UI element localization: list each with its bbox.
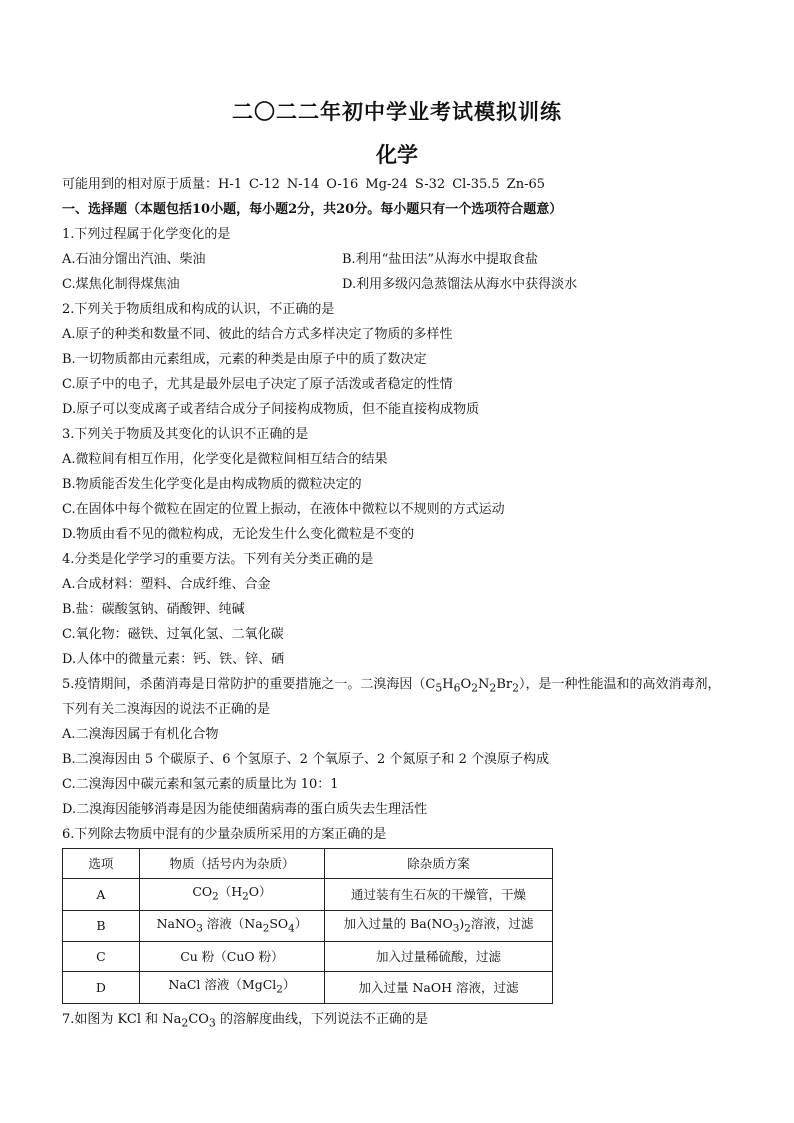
mass-c: C-12	[249, 177, 280, 192]
q1-option-d: D.利用多级闪急蒸馏法从海水中获得淡水	[342, 277, 578, 292]
q5-stem	[62, 672, 752, 697]
table-row	[63, 910, 553, 942]
q7-stem: 7.如图为 KCl 和 $Na_2CO_3$ 的溶解度曲线，下列说法不正确的是	[62, 1011, 428, 1030]
q3-stem: 3.下列关于物质及其变化的认识不正确的是	[62, 427, 309, 442]
q3-option-c: C.在固体中每个微粒在固定的位置上振动，在液体中微粒以不规则的方式运动	[62, 502, 505, 517]
atomic-masses	[62, 172, 752, 197]
table-row	[63, 879, 553, 911]
row-b-method: 加入过量的 $Ba(NO_3)_2$溶液，过滤	[325, 910, 553, 942]
q1-options-row1	[62, 247, 752, 272]
q2-stem: 2.下列关于物质组成和构成的认识，不正确的是	[62, 302, 335, 317]
q3-option-d: D.物质由看不见的微粒构成，无论发生什么变化微粒是不变的	[62, 527, 415, 542]
row-d-method: 加入过量 NaOH 溶液，过滤	[325, 972, 553, 1004]
exam-title: 二〇二二年初中学业考试模拟训练	[232, 99, 562, 124]
header-method: 除杂质方案	[325, 849, 553, 879]
row-c-method: 加入过量稀硫酸，过滤	[325, 942, 553, 972]
q6-table	[62, 848, 553, 1004]
atomic-masses-label: 可能用到的相对原于质量：	[62, 177, 219, 192]
q5-option-c: C.二溴海因中碳元素和氢元素的质量比为 10：1	[62, 777, 339, 792]
q4-option-a: A.合成材料：塑料、合成纤维、合金	[62, 577, 271, 592]
q1-option-b: B.利用“盐田法”从海水中提取食盐	[342, 252, 538, 267]
mass-s: S-32	[414, 177, 446, 192]
row-a-substance: $CO_2(H_2O)$	[139, 879, 324, 911]
q3-option-a: A.微粒间有相互作用，化学变化是微粒间相互结合的结果	[62, 452, 388, 467]
mass-h: H-1	[218, 177, 243, 192]
q1-options-row2	[62, 272, 752, 297]
q2-option-c: C.原子中的电子，尤其是最外层电子决定了原子活泼或者稳定的性情	[62, 377, 453, 392]
q4-stem: 4.分类是化学学习的重要方法。下列有关分类正确的是	[62, 552, 374, 567]
mass-zn: Zn-65	[506, 177, 546, 192]
row-d-option: D	[63, 972, 140, 1004]
row-d-substance: NaCl 溶液（MgCl$_2$）	[139, 972, 324, 1004]
row-b-option: B	[63, 910, 140, 942]
q2-option-d: D.原子可以变成离子或者结合成分子间接构成物质，但不能直接构成物质	[62, 402, 480, 417]
q5-stem-pre: 5.疫情期间，杀菌消毒是日常防护的重要措施之一。二溴海因（	[62, 677, 426, 692]
row-b-substance: NaNO$_3$ 溶液$(Na_2SO_4)$	[139, 910, 324, 942]
q6-stem: 6.下列除去物质中混有的少量杂质所采用的方案正确的是	[62, 827, 387, 842]
row-c-substance: Cu 粉（CuO 粉）	[139, 942, 324, 972]
row-c-option: C	[63, 942, 140, 972]
mass-mg: Mg-24	[365, 177, 408, 192]
q1-option-a: A.石油分馏出汽油、柴油	[62, 252, 206, 267]
q5-stem-line2: 下列有关二溴海因的说法不正确的是	[62, 702, 271, 717]
row-a-option: A	[63, 879, 140, 911]
q4-option-c: C.氧化物：磁铁、过氧化氢、二氧化碳	[62, 627, 284, 642]
q4-option-d: D.人体中的微量元素：钙、铁、锌、硒	[62, 652, 285, 667]
mass-cl: Cl-35.5	[452, 177, 500, 192]
q5-formula: $C_5H_6O_2N_2Br_2$	[425, 677, 519, 695]
q5-option-b: B.二溴海因由 5 个碳原子、6 个氢原子、2 个氧原子、2 个氮原子和 2 个溴原子构成	[62, 752, 549, 767]
q2-option-b: B.一切物质都由元素组成，元素的种类是由原子中的质了数决定	[62, 352, 427, 367]
row-a-method: 通过装有生石灰的干燥管，干燥	[325, 879, 553, 911]
header-substance: 物质（括号内为杂质）	[139, 849, 324, 879]
section-heading: 一、选择题（本题包括10小题，每小题2分，共20分。每小题只有一个选项符合题意）	[62, 202, 563, 217]
mass-n: N-14	[286, 177, 320, 192]
exam-content	[62, 172, 752, 1032]
subject-title: 化学	[376, 142, 418, 167]
q5-option-a: A.二溴海因属于有机化合物	[62, 727, 219, 742]
q2-option-a: A.原子的种类和数量不同、彼此的结合方式多样决定了物质的多样性	[62, 327, 453, 342]
q1-option-c: C.煤焦化制得煤焦油	[62, 277, 180, 292]
table-row	[63, 972, 553, 1004]
q4-option-b: B.盐：碳酸氢钠、硝酸钾、纯碱	[62, 602, 245, 617]
mass-o: O-16	[326, 177, 359, 192]
q5-stem-post: ），是一种性能温和的高效消毒剂，	[518, 677, 721, 692]
table-row	[63, 942, 553, 972]
q3-option-b: B.物质能否发生化学变化是由构成物质的微粒决定的	[62, 477, 362, 492]
q5-option-d: D.二溴海因能够消毒是因为能使细菌病毒的蛋白质失去生理活性	[62, 802, 428, 817]
q1-stem: 1.下列过程属于化学变化的是	[62, 227, 231, 242]
table-header-row	[63, 849, 553, 879]
header-option: 选项	[63, 849, 140, 879]
